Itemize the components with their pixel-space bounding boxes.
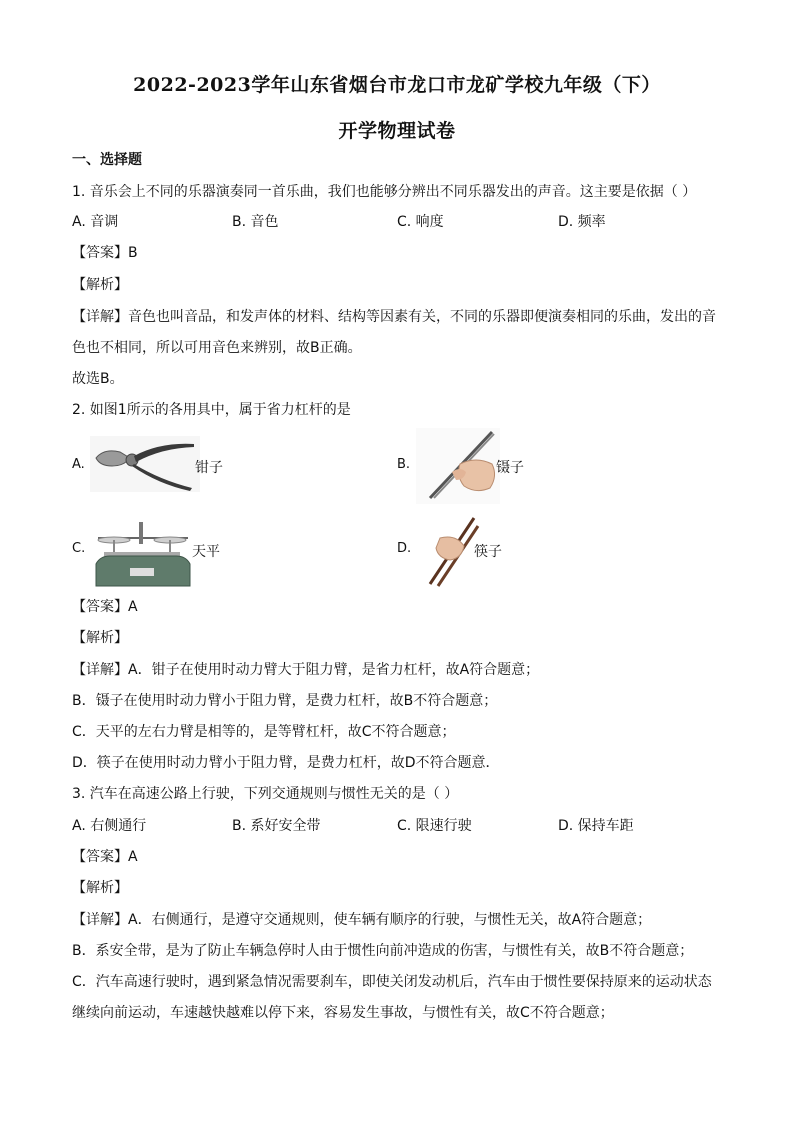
q3-analysis-label: 【解析】	[72, 880, 128, 896]
q1-option-c: C. 响度	[397, 214, 444, 230]
pliers-image	[90, 436, 200, 492]
q1-answer: 【答案】B	[72, 245, 138, 261]
q2-option-a-letter: A.	[72, 457, 85, 472]
q2-option-a-caption: 钳子	[195, 460, 223, 476]
q2-option-b-letter: B.	[397, 457, 411, 472]
q2-option-c-caption: 天平	[192, 544, 220, 560]
q2-detail-b: B．镊子在使用时动力臂小于阻力臂，是费力杠杆，故B不符合题意；	[72, 693, 498, 709]
q3-option-b: B. 系好安全带	[232, 818, 321, 834]
q3-detail-c-line-1: C．汽车高速行驶时，遇到紧急情况需要刹车，即使关闭发动机后，汽车由于惯性要保持原来的运动状态	[72, 974, 712, 990]
q2-option-d-caption: 筷子	[474, 544, 502, 560]
q2-detail-c: C．天平的左右力臂是相等的，是等臂杠杆，故C不符合题意；	[72, 724, 456, 740]
q3-detail-c-line-2: 继续向前运动，车速越快越难以停下来，容易发生事故，与惯性有关，故C不符合题意；	[72, 1005, 614, 1021]
q3-detail-b: B．系安全带，是为了防止车辆急停时人由于惯性向前冲造成的伤害，与惯性有关，故B不符合题意；	[72, 943, 694, 959]
q2-analysis-label: 【解析】	[72, 630, 128, 646]
q3-option-a: A. 右侧通行	[72, 818, 147, 834]
q2-detail-d: D．筷子在使用时动力臂小于阻力臂，是费力杠杆，故D不符合题意．	[72, 755, 500, 771]
q3-option-d: D. 保持车距	[558, 818, 634, 834]
q3-answer: 【答案】A	[72, 849, 138, 865]
q2-answer: 【答案】A	[72, 599, 138, 615]
q1-option-d: D. 频率	[558, 214, 606, 230]
page-subtitle: 开学物理试卷	[338, 120, 456, 142]
q2-option-b-caption: 镊子	[496, 460, 524, 476]
q1-detail-line-1: 【详解】音色也叫音品，和发声体的材料、结构等因素有关，不同的乐器即便演奏相同的乐曲，发出的音	[72, 309, 716, 325]
q1-option-a: A. 音调	[72, 214, 119, 230]
q1-analysis-label: 【解析】	[72, 277, 128, 293]
tweezers-image	[416, 428, 500, 504]
q2-option-c-letter: C.	[72, 541, 86, 556]
q1-conclusion: 故选B。	[72, 371, 124, 387]
q2-detail-a: 【详解】A．钳子在使用时动力臂大于阻力臂，是省力杠杆，故A符合题意；	[72, 662, 540, 678]
section-heading: 一、选择题	[72, 152, 142, 168]
q3-detail-a: 【详解】A．右侧通行，是遵守交通规则，使车辆有顺序的行驶，与惯性无关，故A符合题意；	[72, 912, 652, 928]
balance-scale-image	[90, 516, 194, 590]
q2-option-d-letter: D.	[397, 541, 412, 556]
question-3-stem: 3. 汽车在高速公路上行驶，下列交通规则与惯性无关的是（ ）	[72, 786, 459, 802]
chopsticks-image	[418, 514, 480, 588]
page-title: 2022-2023学年山东省烟台市龙口市龙矿学校九年级（下）	[133, 74, 661, 96]
q1-detail-line-2: 色也不相同，所以可用音色来辨别，故B正确。	[72, 340, 362, 356]
question-1-stem: 1. 音乐会上不同的乐器演奏同一首乐曲，我们也能够分辨出不同乐器发出的声音。这主要是依据（ ）	[72, 184, 697, 200]
q3-option-c: C. 限速行驶	[397, 818, 472, 834]
q1-option-b: B. 音色	[232, 214, 279, 230]
question-2-stem: 2. 如图1所示的各用具中，属于省力杠杆的是	[72, 402, 351, 418]
